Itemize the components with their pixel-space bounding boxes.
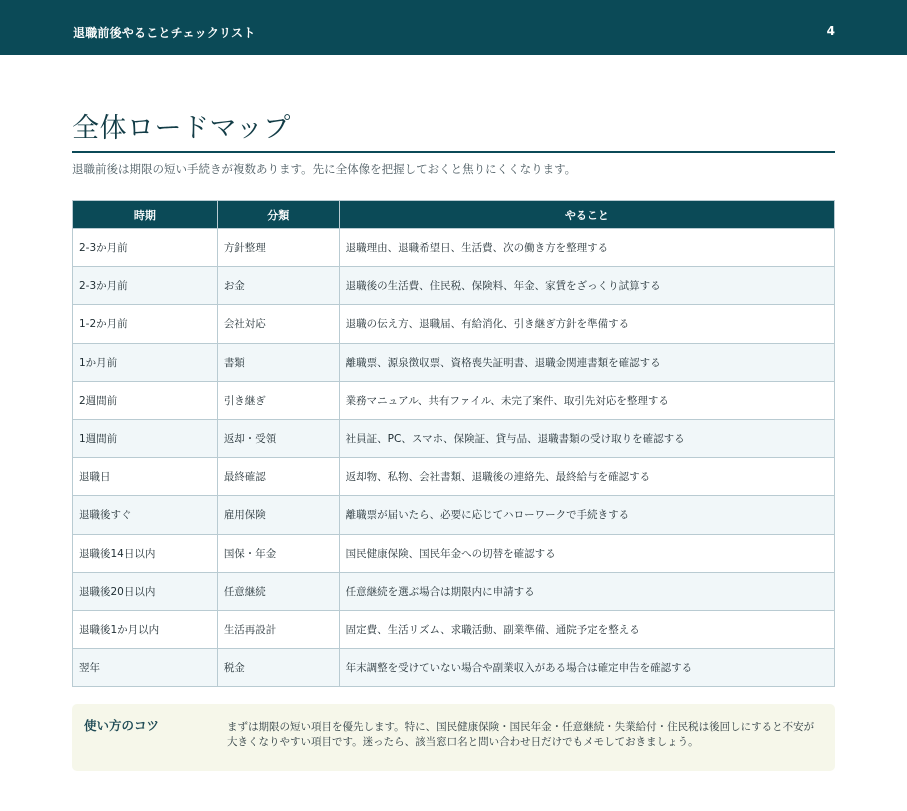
cell-category: 税金	[217, 649, 339, 687]
tips-body: まずは期限の短い項目を優先します。特に、国民健康保険・国民年金・任意継続・失業給付・住民税は後回しにすると不安が大きくなりやすい項目です。迷ったら、該当窓口名と問い合わせ日だけでもメモしておきましょう。	[227, 721, 815, 748]
cell-task: 返却物、私物、会社書類、退職後の連絡先、最終給与を確認する	[339, 458, 834, 496]
document-title: 退職前後やることチェックリスト	[73, 26, 256, 40]
table-row	[73, 419, 835, 457]
cell-period: 2-3か月前	[73, 267, 218, 305]
cell-category: 引き継ぎ	[217, 381, 339, 419]
table-row	[73, 267, 835, 305]
page-number: 4	[826, 24, 835, 38]
cell-category: 返却・受領	[217, 419, 339, 457]
cell-category: 最終確認	[217, 458, 339, 496]
cell-task: 社員証、PC、スマホ、保険証、貸与品、退職書類の受け取りを確認する	[339, 419, 834, 457]
table-row	[73, 381, 835, 419]
cell-period: 1週間前	[73, 419, 218, 457]
table-header-row	[73, 201, 835, 229]
table-row	[73, 610, 835, 648]
cell-period: 退職後すぐ	[73, 496, 218, 534]
title-divider	[72, 151, 835, 153]
table-row	[73, 229, 835, 267]
cell-task: 固定費、生活リズム、求職活動、副業準備、通院予定を整える	[339, 610, 834, 648]
table-row	[73, 572, 835, 610]
tips-box	[72, 704, 835, 771]
cell-category: 書類	[217, 343, 339, 381]
cell-task: 国民健康保険、国民年金への切替を確認する	[339, 534, 834, 572]
roadmap-table	[72, 200, 835, 687]
cell-period: 1か月前	[73, 343, 218, 381]
table-row	[73, 496, 835, 534]
cell-task: 離職票、源泉徴収票、資格喪失証明書、退職金関連書類を確認する	[339, 343, 834, 381]
cell-period: 退職日	[73, 458, 218, 496]
column-header-category: 分類	[217, 201, 339, 229]
table-row	[73, 534, 835, 572]
cell-period: 1-2か月前	[73, 305, 218, 343]
tips-title: 使い方のコツ	[84, 718, 160, 733]
cell-period: 2週間前	[73, 381, 218, 419]
cell-category: 任意継続	[217, 572, 339, 610]
cell-task: 業務マニュアル、共有ファイル、未完了案件、取引先対応を整理する	[339, 381, 834, 419]
cell-category: お金	[217, 267, 339, 305]
cell-period: 2-3か月前	[73, 229, 218, 267]
cell-task: 年末調整を受けていない場合や副業収入がある場合は確定申告を確認する	[339, 649, 834, 687]
cell-task: 退職理由、退職希望日、生活費、次の働き方を整理する	[339, 229, 834, 267]
column-header-task: やること	[339, 201, 834, 229]
cell-category: 国保・年金	[217, 534, 339, 572]
cell-task: 任意継続を選ぶ場合は期限内に申請する	[339, 572, 834, 610]
cell-category: 方針整理	[217, 229, 339, 267]
table-row	[73, 649, 835, 687]
cell-category: 生活再設計	[217, 610, 339, 648]
cell-task: 退職後の生活費、住民税、保険料、年金、家賃をざっくり試算する	[339, 267, 834, 305]
cell-period: 退職後1か月以内	[73, 610, 218, 648]
column-header-period: 時期	[73, 201, 218, 229]
table-row	[73, 458, 835, 496]
cell-period: 翌年	[73, 649, 218, 687]
page-title: 全体ロードマップ	[72, 113, 291, 144]
table-row	[73, 343, 835, 381]
cell-task: 離職票が届いたら、必要に応じてハローワークで手続きする	[339, 496, 834, 534]
cell-category: 会社対応	[217, 305, 339, 343]
header-bar	[0, 0, 907, 55]
cell-task: 退職の伝え方、退職届、有給消化、引き継ぎ方針を準備する	[339, 305, 834, 343]
cell-period: 退職後14日以内	[73, 534, 218, 572]
table-row	[73, 305, 835, 343]
cell-category: 雇用保険	[217, 496, 339, 534]
page-subtitle: 退職前後は期限の短い手続きが複数あります。先に全体像を把握しておくと焦りにくくなります。	[72, 162, 577, 176]
cell-period: 退職後20日以内	[73, 572, 218, 610]
